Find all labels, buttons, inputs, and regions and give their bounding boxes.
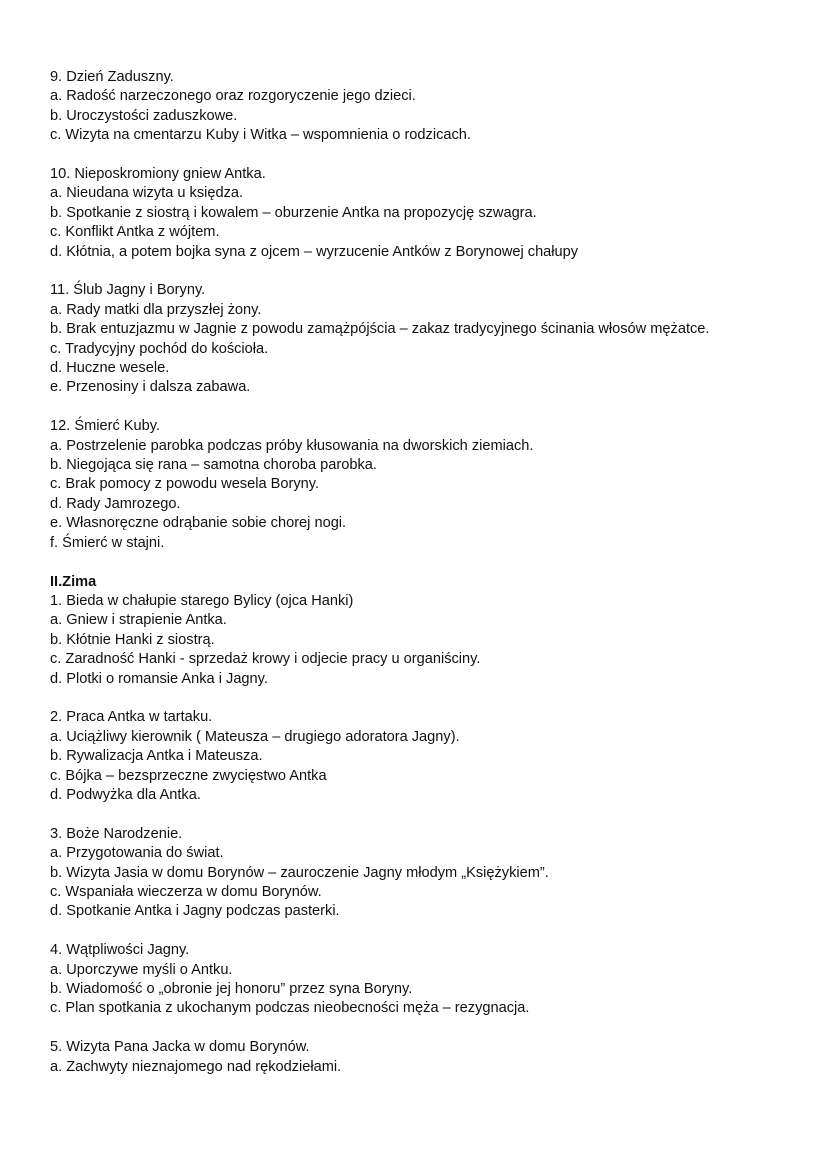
- outline-item: d. Spotkanie Antka i Jagny podczas pasterki.: [50, 903, 340, 920]
- outline-item: a. Uciążliwy kierownik ( Mateusza – drugiego adoratora Jagny).: [50, 728, 460, 745]
- outline-item: f. Śmierć w stajni.: [50, 534, 165, 551]
- outline-item: d. Plotki o romansie Anka i Jagny.: [50, 670, 268, 687]
- outline-item: e. Własnoręczne odrąbanie sobie chorej nogi.: [50, 515, 347, 532]
- outline-block-9: [50, 68, 790, 146]
- outline-item: a. Radość narzeczonego oraz rozgoryczenie jego dzieci.: [50, 88, 416, 105]
- outline-item: b. Kłótnie Hanki z siostrą.: [50, 631, 215, 648]
- outline-item: d. Podwyżka dla Antka.: [50, 786, 201, 803]
- outline-heading: 9. Dzień Zaduszny.: [50, 69, 174, 85]
- outline-item: c. Zaradność Hanki - sprzedaż krowy i odjecie pracy u organiściny.: [50, 651, 481, 668]
- outline-item: c. Tradycyjny pochód do kościoła.: [50, 340, 269, 357]
- outline-item: a. Gniew i strapienie Antka.: [50, 612, 227, 629]
- outline-block-winter-5: [50, 1038, 790, 1077]
- outline-item: c. Plan spotkania z ukochanym podczas nieobecności męża – rezygnacja.: [50, 1000, 530, 1017]
- outline-block-winter-1: [50, 573, 790, 689]
- outline-heading: 1. Bieda w chałupie starego Bylicy (ojca Hanki): [50, 592, 354, 609]
- outline-block-11: [50, 281, 790, 397]
- outline-item: a. Postrzelenie parobka podczas próby kłusowania na dworskich ziemiach.: [50, 437, 534, 454]
- outline-item: b. Uroczystości zaduszkowe.: [50, 107, 238, 124]
- outline-item: c. Brak pomocy z powodu wesela Boryny.: [50, 476, 320, 493]
- outline-item: c. Bójka – bezsprzeczne zwycięstwo Antka: [50, 767, 327, 784]
- outline-heading: 12. Śmierć Kuby.: [50, 418, 161, 435]
- outline-item: b. Spotkanie z siostrą i kowalem – oburzenie Antka na propozycję szwagra.: [50, 204, 537, 221]
- outline-item: a. Zachwyty nieznajomego nad rękodziełami.: [50, 1058, 342, 1075]
- document-page: [50, 68, 790, 1077]
- outline-heading: 11. Ślub Jagny i Boryny.: [50, 282, 206, 299]
- outline-item: b. Wiadomość o „obronie jej honoru” przez syna Boryny.: [50, 980, 413, 997]
- outline-item: c. Wizyta na cmentarzu Kuby i Witka – wspomnienia o rodzicach.: [50, 127, 471, 144]
- outline-item: c. Wspaniała wieczerza w domu Borynów.: [50, 883, 322, 900]
- outline-item: b. Niegojąca się rana – samotna choroba parobka.: [50, 457, 377, 474]
- outline-block-winter-3: [50, 825, 790, 922]
- outline-block-10: [50, 165, 790, 262]
- outline-item: a. Uporczywe myśli o Antku.: [50, 961, 233, 978]
- outline-heading: 4. Wątpliwości Jagny.: [50, 942, 190, 959]
- outline-item: a. Przygotowania do świat.: [50, 845, 224, 862]
- outline-item: d. Rady Jamrozego.: [50, 495, 181, 512]
- outline-block-winter-2: [50, 708, 790, 805]
- outline-item: b. Rywalizacja Antka i Mateusza.: [50, 748, 263, 765]
- outline-block-12: [50, 417, 790, 553]
- outline-heading: 10. Nieposkromiony gniew Antka.: [50, 166, 266, 183]
- outline-item: a. Rady matki dla przyszłej żony.: [50, 301, 262, 318]
- outline-item: c. Konflikt Antka z wójtem.: [50, 224, 220, 241]
- section-heading: II.Zima: [50, 573, 97, 590]
- outline-item: d. Kłótnia, a potem bojka syna z ojcem – wyrzucenie Antków z Borynowej chałupy: [50, 243, 579, 260]
- outline-item: b. Wizyta Jasia w domu Borynów – zauroczenie Jagny młodym „Księżykiem”.: [50, 864, 549, 881]
- outline-block-winter-4: [50, 941, 790, 1019]
- outline-item: a. Nieudana wizyta u księdza.: [50, 185, 244, 202]
- outline-item: b. Brak entuzjazmu w Jagnie z powodu zamążpójścia – zakaz tradycyjnego ścinania włosów mężatce.: [50, 321, 710, 338]
- outline-item: e. Przenosiny i dalsza zabawa.: [50, 379, 251, 396]
- outline-heading: 5. Wizyta Pana Jacka w domu Borynów.: [50, 1039, 310, 1056]
- outline-item: d. Huczne wesele.: [50, 360, 170, 377]
- outline-heading: 2. Praca Antka w tartaku.: [50, 709, 213, 726]
- outline-heading: 3. Boże Narodzenie.: [50, 825, 183, 842]
